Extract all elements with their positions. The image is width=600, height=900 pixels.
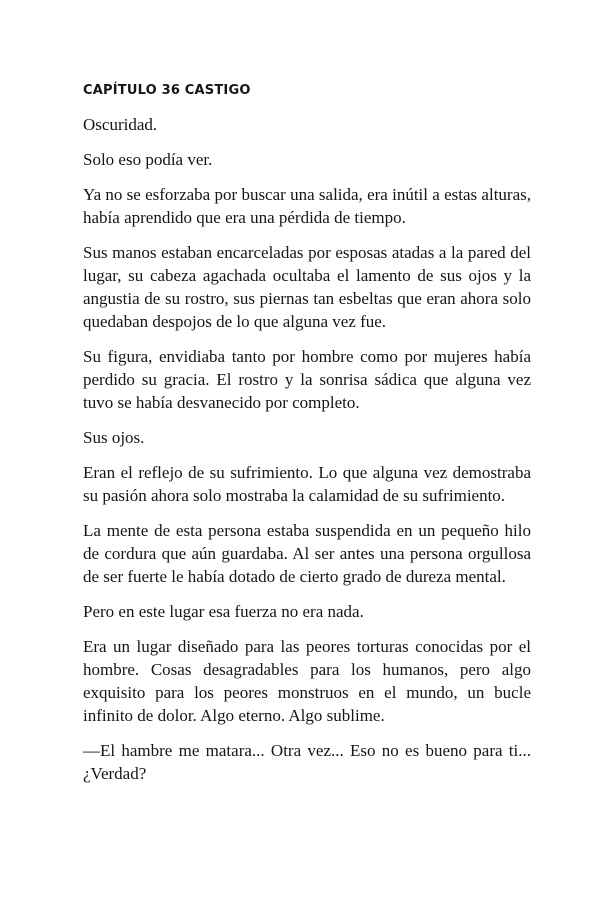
paragraph: Era un lugar diseñado para las peores torturas conocidas por el hombre. Cosas desagradables para los humanos, pero algo exquisito para los peores monstruos en el mundo, un bucle infinito de dolor. Algo eterno. Algo sublime.: [83, 637, 531, 725]
paragraph: Pero en este lugar esa fuerza no era nada.: [83, 602, 364, 621]
paragraph: Sus ojos.: [83, 428, 145, 447]
paragraph: Sus manos estaban encarceladas por esposas atadas a la pared del lugar, su cabeza agachada ocultaba el lamento de sus ojos y la angustia de su rostro, sus piernas tan esbeltas que eran ahora solo quedaban despojos de lo que alguna vez fue.: [83, 243, 531, 331]
paragraph: Eran el reflejo de su sufrimiento. Lo que alguna vez demostraba su pasión ahora solo mostraba la calamidad de su sufrimiento.: [83, 463, 531, 505]
chapter-content: [83, 82, 531, 797]
paragraph: Oscuridad.: [83, 115, 158, 134]
paragraph: Ya no se esforzaba por buscar una salida, era inútil a estas alturas, había aprendido que era una pérdida de tiempo.: [83, 185, 531, 227]
paragraph: Su figura, envidiaba tanto por hombre como por mujeres había perdido su gracia. El rostro y la sonrisa sádica que alguna vez tuvo se había desvanecido por completo.: [83, 347, 531, 412]
dialogue-paragraph: —El hambre me matara... Otra vez... Eso no es bueno para ti... ¿Verdad?: [83, 741, 531, 783]
paragraph: Solo eso podía ver.: [83, 150, 213, 169]
chapter-title: CAPÍTULO 36 CASTIGO: [83, 83, 251, 98]
paragraph: La mente de esta persona estaba suspendida en un pequeño hilo de cordura que aún guardaba. Al ser antes una persona orgullosa de ser fuerte le había dotado de cierto grado de dureza mental.: [83, 521, 531, 586]
